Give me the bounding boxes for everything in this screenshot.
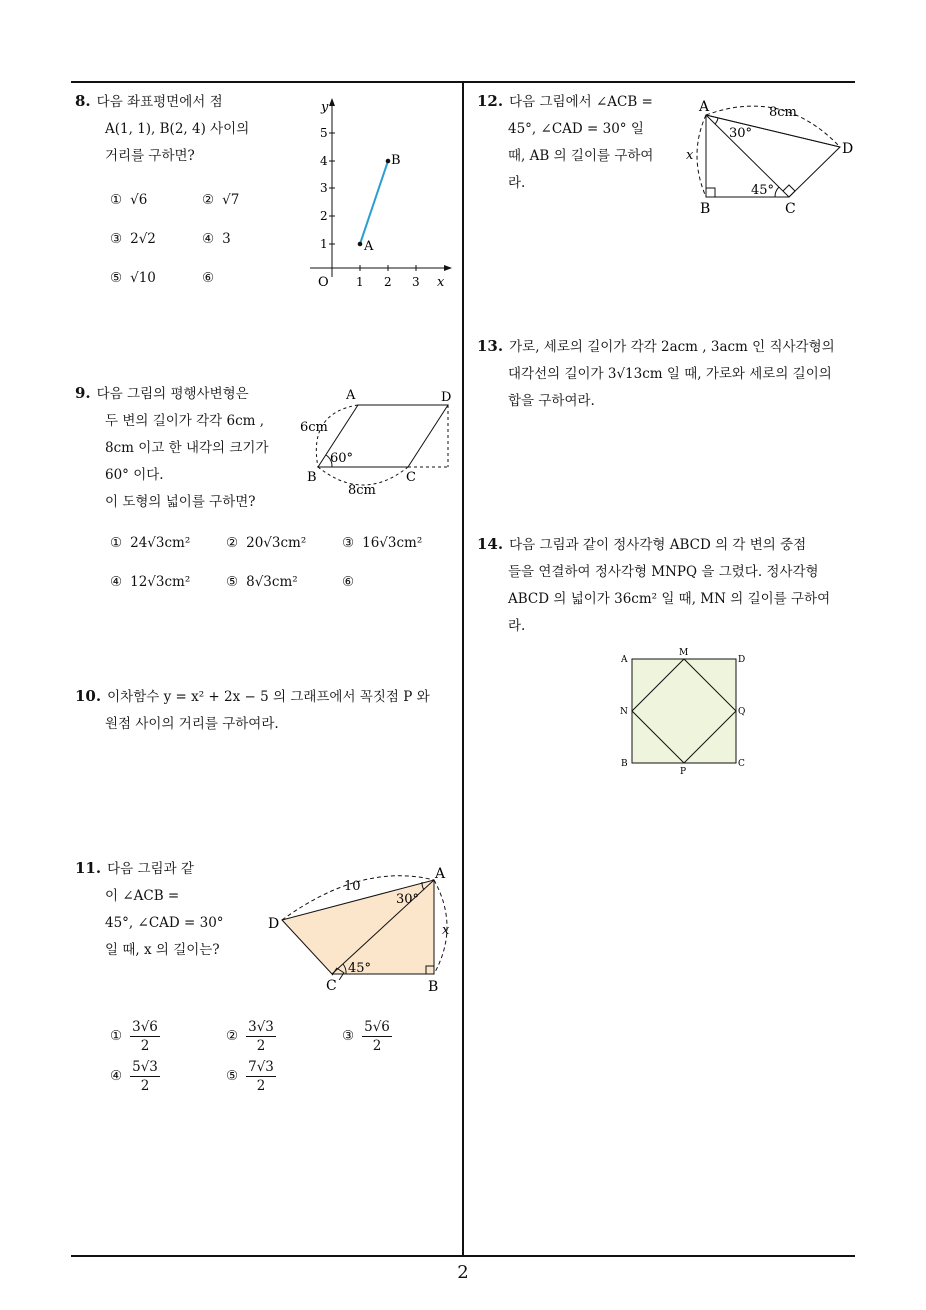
question-number: 10. xyxy=(75,687,102,705)
question-text-line: 다음 그림에서 ∠ACB = xyxy=(509,94,653,110)
side-x-label: x xyxy=(442,923,450,938)
question-text-line: 합을 구하여라. xyxy=(508,393,595,409)
q12-triangle-figure xyxy=(683,95,858,220)
q8-coordinate-figure xyxy=(300,95,460,295)
length-arc-x xyxy=(697,115,706,197)
choice-2[interactable]: ② 20√3cm² xyxy=(226,535,307,551)
y-tick-label: 2 xyxy=(320,209,328,223)
question-13 xyxy=(477,333,862,415)
point-b-label: B xyxy=(391,153,401,168)
midpoint-q-label: Q xyxy=(738,707,746,717)
midpoint-m-label: M xyxy=(679,648,689,658)
x-ticks xyxy=(356,265,420,289)
y-tick-label: 5 xyxy=(320,126,328,140)
vertex-b-label: B xyxy=(621,759,628,769)
question-text-line: 45°, ∠CAD = 30° xyxy=(105,915,224,931)
vertex-d-label: D xyxy=(268,916,280,932)
vertex-c-label: C xyxy=(785,201,796,217)
angle-30-label: 30° xyxy=(729,126,753,141)
side-6cm-label: 6cm xyxy=(300,420,328,435)
origin-label: O xyxy=(318,275,329,290)
question-number: 13. xyxy=(477,337,504,355)
question-text-line: 다음 좌표평면에서 점 xyxy=(96,94,223,110)
vertex-a-label: A xyxy=(621,655,628,665)
angle-45-label: 45° xyxy=(348,961,372,976)
y-tick-label: 1 xyxy=(320,237,328,251)
vertex-c-label: C xyxy=(738,759,745,769)
choice-1[interactable]: ① √6 xyxy=(110,192,148,208)
question-number: 12. xyxy=(477,92,504,110)
question-text-line: 두 변의 길이가 각각 6cm , xyxy=(105,413,265,429)
question-text-line: 들을 연결하여 정사각형 MNPQ 을 그렸다. 정사각형 xyxy=(508,564,819,580)
question-number: 11. xyxy=(75,859,102,877)
question-11 xyxy=(75,855,255,964)
y-tick-label: 4 xyxy=(320,154,328,168)
vertex-d-label: D xyxy=(738,655,746,665)
column-divider xyxy=(462,81,464,1256)
length-10-label: 10 xyxy=(344,879,361,894)
angle-45-label: 45° xyxy=(751,183,775,198)
vertex-b-label: B xyxy=(307,470,317,485)
q11-triangle-figure xyxy=(262,862,457,997)
vertex-c-label: C xyxy=(326,978,337,994)
vertex-b-label: B xyxy=(428,979,439,995)
question-text-line: 거리를 구하면? xyxy=(105,148,195,164)
question-text-line: 이 ∠ACB = xyxy=(105,888,180,904)
question-text-line: 원점 사이의 거리를 구하여라. xyxy=(105,716,279,732)
x-tick-label: 1 xyxy=(356,275,364,289)
choice-4[interactable]: ④ 12√3cm² xyxy=(110,574,191,590)
choice-6[interactable]: ⑥ xyxy=(202,270,215,286)
question-text-line: 45°, ∠CAD = 30° 일 xyxy=(508,121,644,137)
question-9 xyxy=(75,380,300,516)
choice-1[interactable]: ① $\frac{3√6}{2}$ xyxy=(110,1019,158,1054)
choice-3[interactable]: ③ 2√2 xyxy=(110,231,156,247)
x-tick-label: 3 xyxy=(412,275,420,289)
question-number: 8. xyxy=(75,92,91,110)
segment-ab xyxy=(360,161,388,244)
midpoint-n-label: N xyxy=(620,707,628,717)
angle-45-arc xyxy=(775,187,779,197)
choice-2[interactable]: ② $\frac{3√3}{2}$ xyxy=(226,1019,274,1054)
angle-30-label: 30° xyxy=(396,892,420,907)
question-text-line: 라. xyxy=(508,618,526,634)
q9-parallelogram-figure xyxy=(298,385,463,500)
vertex-b-label: B xyxy=(700,201,711,217)
question-text-line: ABCD 의 넓이가 36cm² 일 때, MN 의 길이를 구하여 xyxy=(508,591,831,607)
y-tick-label: 3 xyxy=(320,181,328,195)
choice-5[interactable]: ⑤ 8√3cm² xyxy=(226,574,298,590)
q14-square-figure xyxy=(615,645,755,780)
choice-3[interactable]: ③ $\frac{5√6}{2}$ xyxy=(342,1019,390,1054)
question-10 xyxy=(75,683,460,738)
vertex-a-label: A xyxy=(699,99,710,115)
y-ticks xyxy=(320,126,335,251)
question-14 xyxy=(477,531,862,640)
right-angle-c xyxy=(783,185,795,197)
choice-6[interactable]: ⑥ xyxy=(342,574,355,590)
x-axis-arrow xyxy=(444,265,452,271)
question-number: 9. xyxy=(75,384,91,402)
vertex-a-label: A xyxy=(346,388,356,403)
angle-60-label: 60° xyxy=(330,451,354,466)
question-text-line: 대각선의 길이가 3√13cm 일 때, 가로와 세로의 길이의 xyxy=(508,366,832,382)
question-text-line: 60° 이다. xyxy=(105,467,164,483)
choice-1[interactable]: ① 24√3cm² xyxy=(110,535,191,551)
point-b xyxy=(386,159,391,164)
vertex-a-label: A xyxy=(435,866,446,882)
choice-4[interactable]: ④ $\frac{5√3}{2}$ xyxy=(110,1059,158,1094)
vertex-d-label: D xyxy=(441,390,452,405)
midpoint-p-label: P xyxy=(680,767,687,777)
choice-3[interactable]: ③ 16√3cm² xyxy=(342,535,423,551)
x-axis-label: x xyxy=(437,275,445,290)
question-text-line: 라. xyxy=(508,175,526,191)
point-a xyxy=(358,242,363,247)
question-number: 14. xyxy=(477,535,504,553)
y-axis-arrow xyxy=(329,98,335,106)
choice-4[interactable]: ④ 3 xyxy=(202,231,231,247)
side-8cm-label: 8cm xyxy=(348,483,376,498)
question-text-line: 다음 그림과 같이 정사각형 ABCD 의 각 변의 중점 xyxy=(509,537,807,553)
right-angle-b xyxy=(706,188,715,197)
question-text-line: 때, AB 의 길이를 구하여 xyxy=(508,148,654,164)
question-text-line: 다음 그림과 같 xyxy=(107,861,194,877)
question-text-line: 이차함수 y = x² + 2x − 5 의 그래프에서 꼭짓점 P 와 xyxy=(107,689,430,705)
vertex-d-label: D xyxy=(842,141,854,157)
choice-2[interactable]: ② √7 xyxy=(202,192,240,208)
x-tick-label: 2 xyxy=(384,275,392,289)
angle-30-arc xyxy=(715,118,718,124)
question-text-line: 다음 그림의 평행사변형은 xyxy=(96,386,249,402)
question-12 xyxy=(477,88,677,197)
side-x-label: x xyxy=(686,148,694,163)
square-abcd xyxy=(632,659,736,763)
question-text-line: 가로, 세로의 길이가 각각 2acm , 3acm 인 직사각형의 xyxy=(509,339,835,355)
page-number: 2 xyxy=(457,1262,469,1283)
question-text-line: A(1, 1), B(2, 4) 사이의 xyxy=(105,121,250,137)
y-axis-label: y xyxy=(321,100,329,115)
vertex-c-label: C xyxy=(406,470,416,485)
question-8 xyxy=(75,88,295,170)
choice-5[interactable]: ⑤ √10 xyxy=(110,270,156,286)
question-text-line: 일 때, x 의 길이는? xyxy=(105,942,220,958)
length-8cm-label: 8cm xyxy=(769,105,797,120)
question-text-line: 이 도형의 넓이를 구하면? xyxy=(105,494,256,510)
point-a-label: A xyxy=(364,239,374,254)
question-text-line: 8cm 이고 한 내각의 크기가 xyxy=(105,440,269,456)
choice-5[interactable]: ⑤ $\frac{7√3}{2}$ xyxy=(226,1059,274,1094)
